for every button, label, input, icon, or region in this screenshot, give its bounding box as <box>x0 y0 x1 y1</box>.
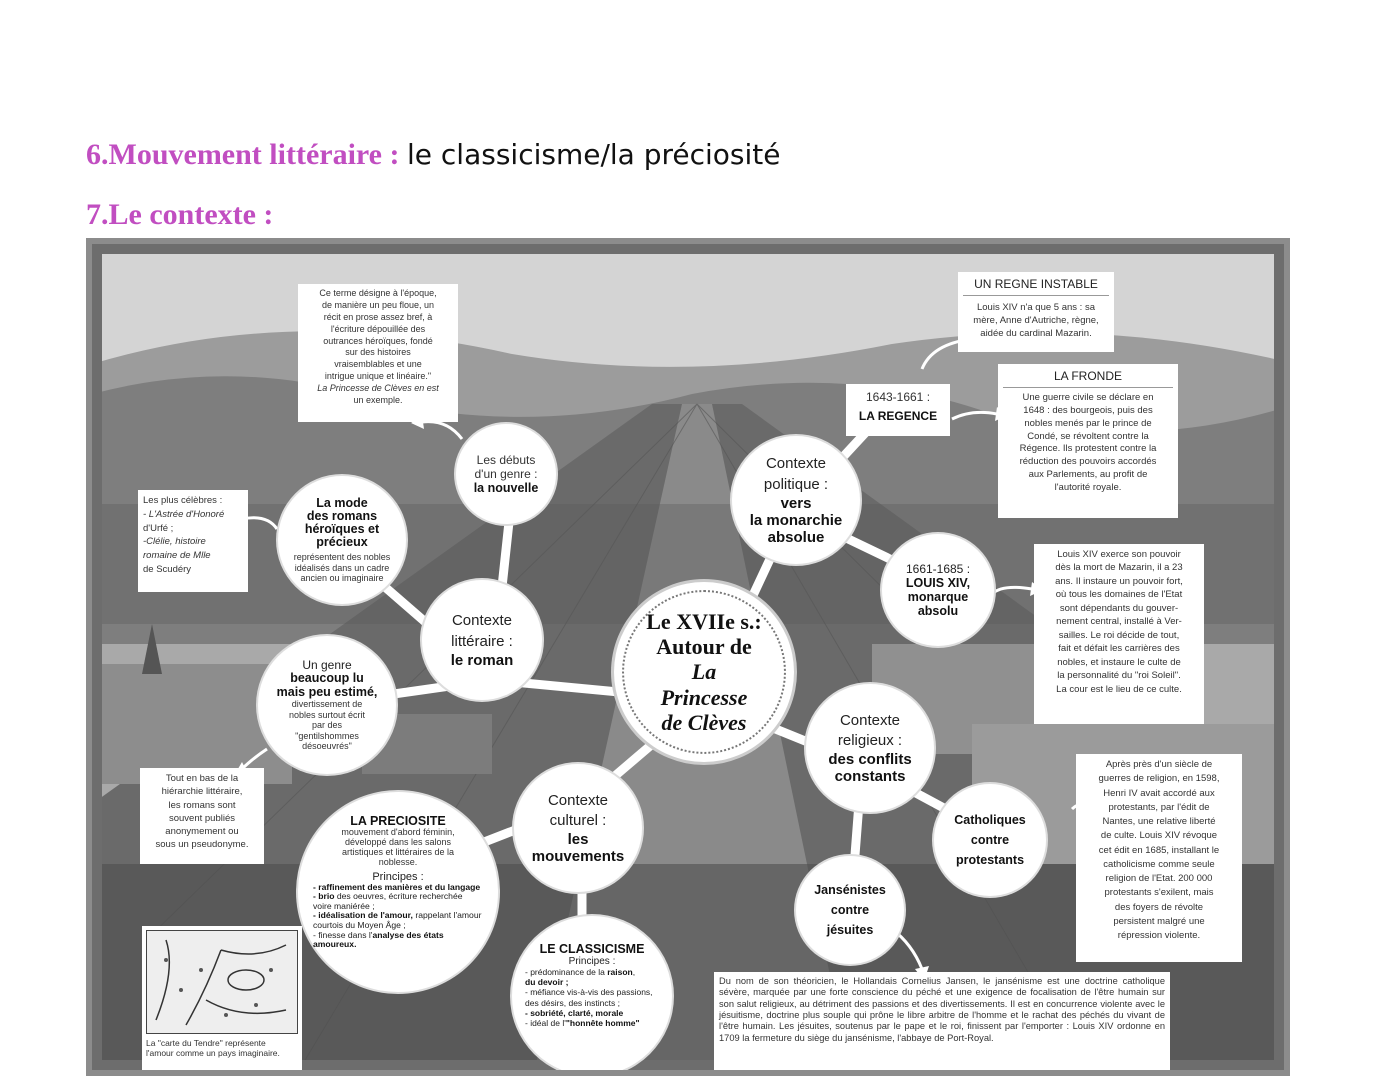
preciosite-p4: - finesse dans l' <box>313 929 373 940</box>
louis-text-line: sailles. Le roi décide de tout, <box>1058 629 1180 641</box>
louis-text-line: nement central, installé à Ver- <box>1056 616 1182 628</box>
romans-celebres-box <box>138 490 248 592</box>
hierarchie-line: Tout en bas de la <box>165 773 239 784</box>
fronde-line: Condé, se révoltent contre la <box>1027 430 1149 442</box>
nouvelle-def-line: de manière un peu floue, un <box>321 299 435 310</box>
preciosite-desc-2: développé dans les salons <box>344 836 452 847</box>
louis-text-line: ans. Il instaure un pouvoir fort, <box>1055 575 1183 587</box>
nouvelle-def-line: récit en prose assez bref, à <box>323 311 433 322</box>
louis-line-3: monarque <box>907 590 969 604</box>
guerres-line: catholicisme comme seule <box>1103 858 1215 870</box>
carte-du-tendre-map <box>146 930 298 1034</box>
preciosite-desc-3: artistiques et littéraires de la <box>341 846 455 857</box>
fronde-line: Une guerre civile se déclare en <box>1022 392 1154 404</box>
classicisme-title: LE CLASSICISME <box>539 942 645 956</box>
nouvelle-definition <box>298 284 458 422</box>
contexte-litteraire-node <box>422 580 542 700</box>
louis-xiv-box <box>1034 544 1204 724</box>
genre-line-4: divertissement de <box>291 699 363 710</box>
genre-line-3: mais peu estimé, <box>276 684 378 699</box>
preciosite-p3: rappelant l'amour courtois du Moyen Âge ; <box>313 910 482 931</box>
regence-line-1: 1643-1661 : <box>865 390 931 404</box>
genre-line-5: nobles surtout écrit <box>288 709 366 720</box>
fronde-line: réduction des pouvoirs accordés <box>1019 456 1157 468</box>
guerres-line: protestants, par l'édit de <box>1108 801 1210 813</box>
genre-line-6: par des <box>311 720 343 731</box>
genre-line-1: Un genre <box>302 657 352 672</box>
celebres-line-2: - L'Astrée d'Honoré <box>143 508 225 520</box>
regne-line: aidée du cardinal Mazarin. <box>980 327 1092 339</box>
religieux-line-2: religieux : <box>837 732 903 749</box>
classicisme-node <box>512 916 672 1076</box>
litteraire-line-1: Contexte <box>451 612 513 630</box>
heading-mouvement-label: 6.Mouvement littéraire : <box>86 138 400 171</box>
nouvelle-def-line: intrigue unique et linéaire." <box>324 371 432 382</box>
nouvelle-line-3: la nouvelle <box>473 481 539 495</box>
preciosite-title: LA PRECIOSITE <box>350 814 446 828</box>
carte-caption-2: l'amour comme un pays imaginaire. <box>146 1047 280 1058</box>
heading-contexte <box>86 198 273 232</box>
politique-line-4: la monarchie <box>749 511 843 529</box>
preciosite-node <box>298 792 498 992</box>
fronde-line: Régence. Ils protestent contre la <box>1019 443 1157 455</box>
guerres-line: Nantes, une relative liberté <box>1102 816 1216 827</box>
fronde-title: LA FRONDE <box>1003 368 1173 388</box>
guerres-line: des foyers de révolte <box>1114 901 1204 913</box>
preciosite-p2: des oeuvres, écriture recherchée voire maniérée ; <box>313 891 463 911</box>
regne-line: mère, Anne d'Autriche, règne, <box>973 315 1099 326</box>
guerres-line: guerres de religion, en 1598, <box>1098 773 1220 785</box>
culturel-line-3: les <box>567 831 589 849</box>
center-line-3: La <box>691 659 717 685</box>
hierarchie-box <box>140 768 264 864</box>
classicisme-p3: - méfiance vis-à-vis des passions, des désirs, des instincts ; <box>525 987 653 1008</box>
louis-text-line: La cour est le lieu de ce culte. <box>1056 683 1182 695</box>
preciosite-desc-1: mouvement d'abord féminin, <box>341 827 455 837</box>
nouvelle-def-line: vraisemblables et une <box>334 359 422 370</box>
preciosite-p3-bold: - idéalisation de l'amour, <box>313 910 413 921</box>
louis-text-line: Louis XIV exerce son pouvoir <box>1057 549 1181 560</box>
hierarchie-line: anonymement ou <box>165 826 239 838</box>
hierarchie-line: hiérarchie littéraire, <box>161 786 243 798</box>
carte-caption-1: La "carte du Tendre" représente <box>146 1037 266 1048</box>
nouvelle-line-2: d'un genre : <box>474 467 538 481</box>
celebres-line-1: Les plus célèbres : <box>143 495 223 506</box>
jansenistes-jesuites-node <box>796 856 904 964</box>
preciosite-principes: Principes : <box>372 870 424 883</box>
guerres-line: persistent malgré une <box>1113 915 1205 927</box>
guerres-line: religion de l'Etat. 200 000 <box>1105 873 1213 884</box>
romans-heroiques-node <box>278 476 406 604</box>
celebres-line-3: d'Urfé ; <box>143 522 174 534</box>
litteraire-line-2: littéraire : <box>451 632 513 650</box>
preciosite-p4-bold: analyse des états amoureux. <box>313 929 444 950</box>
center-line-5: de Clèves <box>661 709 747 735</box>
regence-line-2: LA REGENCE <box>858 409 938 424</box>
hierarchie-line: souvent publiés <box>168 812 236 824</box>
jansenistes-line-2: contre <box>830 903 870 917</box>
guerres-line: de culte. Louis XIV révoque <box>1100 830 1218 842</box>
nouvelle-line-1: Les débuts <box>476 453 536 467</box>
preciosite-desc-4: noblesse. <box>378 856 418 867</box>
heroiques-title-4: précieux <box>316 535 368 550</box>
nouvelle-def-line: outrances héroïques, fondé <box>323 335 433 346</box>
heroiques-desc-1: représentent des nobles <box>293 552 391 563</box>
louis-text-line: dès la mort de Mazarin, il a 23 <box>1055 562 1183 574</box>
heroiques-title-3: héroïques et <box>304 521 380 536</box>
guerres-line: répression violente. <box>1117 930 1201 941</box>
regne-instable-box <box>958 272 1114 352</box>
louis-xiv-node <box>882 534 994 646</box>
classicisme-p2: du devoir ; <box>525 977 569 988</box>
politique-line-2: politique : <box>763 475 829 493</box>
genre-line-7: "gentilshommes <box>295 730 359 741</box>
jansenisme-text: Du nom de son théoricien, le Hollandais Cornelius Jansen, le jansénisme est une doctrine catholique sévère, marquée par une forte conscience du péché et une exigence de focalisation de l'être humain sur son salut religieux, au détriment des passions et des divertissements. Il est en concurrence violente avec le jésuitisme, doctrine plus souple qui prône le libre arbitre de l'homme et le rachat des péchés du vivant de l'être humain. Les jésuites, soutenus par le pape et le roi, finissent par l'emporter : Louis XIV ordonne en 1709 la fermeture du siège du jansénisme, l'abbaye de Port-Royal. <box>719 976 1165 1043</box>
classicisme-principes: Principes : <box>568 956 616 967</box>
guerres-line: cet édit en 1685, installant le <box>1098 844 1220 856</box>
classicisme-p1-bold: raison <box>607 967 633 977</box>
heroiques-desc-3: ancien ou imaginaire <box>300 572 384 583</box>
catholiques-protestants-node <box>934 784 1046 896</box>
classicisme-p4: - sobriété, clarté, morale <box>525 1007 624 1018</box>
louis-line-4: absolu <box>917 604 959 618</box>
louis-text-line: où tous les domaines de l'Etat <box>1055 589 1183 601</box>
regne-title: UN REGNE INSTABLE <box>963 276 1109 296</box>
celebres-line-4: -Clélie, histoire <box>143 536 206 548</box>
jansenisme-box <box>714 972 1170 1076</box>
nouvelle-def-line: un exemple. <box>353 394 403 405</box>
fronde-line: l'autorité royale. <box>1054 481 1122 493</box>
nouvelle-def-line: Ce terme désigne à l'époque, <box>319 288 437 298</box>
politique-line-1: Contexte <box>765 455 827 473</box>
guerres-line: Après près d'un siècle de <box>1105 759 1213 770</box>
genre-line-2: beaucoup lu <box>290 670 364 685</box>
guerres-line: protestants s'exilent, mais <box>1104 887 1214 899</box>
catholiques-line-1: Catholiques <box>954 813 1026 827</box>
center-line-2: Autour de <box>656 634 752 660</box>
hierarchie-line: les romans sont <box>168 799 236 811</box>
celebres-line-5: romaine de Mlle <box>143 550 211 562</box>
louis-text-line: fait et défait les carrières des <box>1058 643 1180 655</box>
louis-text-line: la personnalité du "roi Soleil". <box>1057 670 1181 682</box>
heroiques-desc-2: idéalisés dans un cadre <box>294 562 390 573</box>
jansenistes-line-3: jésuites <box>826 923 874 937</box>
louis-line-2: LOUIS XIV, <box>905 576 971 590</box>
heroiques-title-2: des romans <box>306 508 378 523</box>
contexte-politique-node <box>732 436 860 564</box>
fronde-box <box>998 364 1178 518</box>
classicisme-p5: - idéal de l' <box>525 1017 566 1028</box>
center-line-1: Le XVIIe s.: <box>646 608 762 634</box>
nouvelle-def-line: sur des histoires <box>345 347 411 358</box>
nouvelle-def-line: La Princesse de Clèves en est <box>317 383 439 393</box>
heading-mouvement <box>86 138 781 172</box>
religieux-line-3: des conflits <box>828 751 912 769</box>
fronde-line: 1648 : des bourgeois, puis des <box>1023 405 1153 416</box>
center-node <box>614 582 794 762</box>
contexte-religieux-node <box>806 684 934 812</box>
nouvelle-def-line: l'écriture dépouillée des <box>330 323 426 334</box>
celebres-line-6: de Scudéry <box>143 563 192 575</box>
religieux-line-4: constants <box>834 768 906 786</box>
debuts-nouvelle-node <box>456 424 556 524</box>
politique-line-3: vers <box>780 494 812 512</box>
fronde-line: nobles menés par le prince de <box>1024 417 1152 429</box>
guerres-religion-box <box>1076 754 1242 962</box>
heroiques-title-1: La mode <box>316 495 368 510</box>
classicisme-p5-bold: "honnête homme" <box>565 1017 640 1028</box>
classicisme-p1: - prédominance de la <box>525 967 605 977</box>
fronde-line: aux Parlements, au profit de <box>1028 469 1148 481</box>
culturel-line-2: culturel : <box>549 812 607 829</box>
jansenistes-line-1: Jansénistes <box>814 883 886 897</box>
louis-line-1: 1661-1685 : <box>905 562 971 576</box>
catholiques-line-3: protestants <box>955 853 1025 867</box>
preciosite-p2-bold: - brio <box>313 891 335 902</box>
louis-text-line: nobles, et instaure le culte de <box>1057 656 1181 668</box>
culturel-line-4: mouvements <box>531 848 625 866</box>
regence-box <box>846 384 950 436</box>
catholiques-line-2: contre <box>970 833 1010 847</box>
guerres-line: Henri IV avait accordé aux <box>1103 787 1215 799</box>
heading-contexte-label: 7.Le contexte : <box>86 198 274 231</box>
genre-line-8: désoeuvrés" <box>302 740 352 751</box>
center-line-4: Princesse <box>660 684 748 710</box>
carte-du-tendre <box>142 926 302 1072</box>
contexte-poster <box>86 238 1290 1076</box>
contexte-culturel-node <box>514 764 642 892</box>
heading-mouvement-value: le classicisme/la préciosité <box>407 138 781 171</box>
culturel-line-1: Contexte <box>547 791 609 809</box>
preciosite-p1: - raffinement des manières et du langage <box>313 881 481 892</box>
louis-text-line: sont dépendants du gouver- <box>1059 602 1179 614</box>
classicisme-p1-comma: , <box>632 967 636 977</box>
litteraire-line-3: le roman <box>450 651 514 669</box>
religieux-line-1: Contexte <box>839 711 901 729</box>
genre-peu-estime-node <box>258 636 396 774</box>
regne-line: Louis XIV n'a que 5 ans : sa <box>976 302 1095 314</box>
politique-line-5: absolue <box>767 528 825 546</box>
hierarchie-line: sous un pseudonyme. <box>155 839 249 851</box>
